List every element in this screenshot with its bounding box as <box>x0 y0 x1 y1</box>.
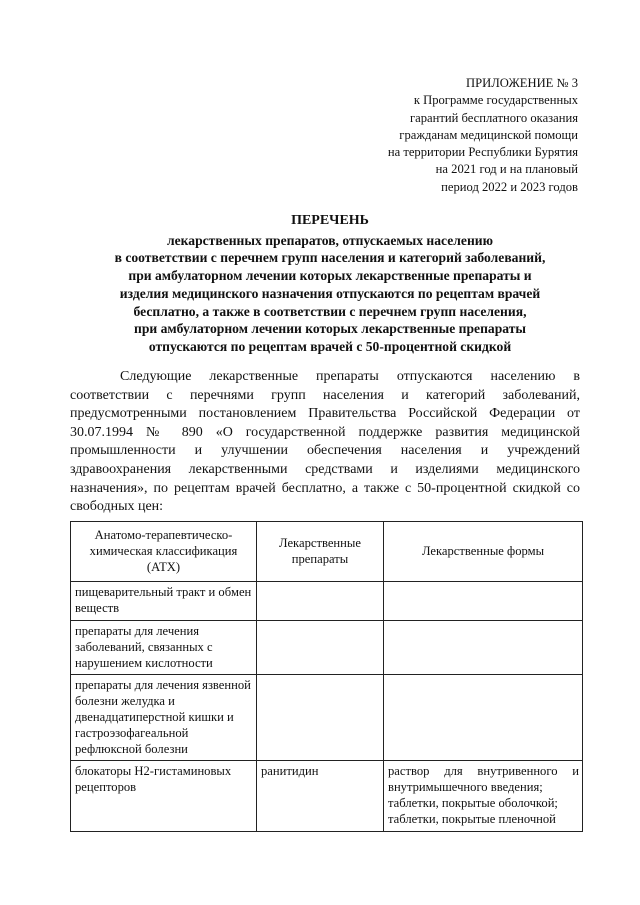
title-line: лекарственных препаратов, отпускаемых населению <box>167 232 493 248</box>
title-line: изделия медицинского назначения отпускаются по рецептам врачей <box>119 285 541 301</box>
intro-paragraph <box>70 368 580 517</box>
form-item: раствор для внутривенного и внутримышечного введения; <box>388 764 579 795</box>
appendix-line: на 2021 год и на плановый <box>435 162 578 177</box>
document-title <box>70 212 590 356</box>
cell-forms <box>384 675 583 761</box>
table-header-row <box>71 522 583 582</box>
cell-drug <box>257 620 384 674</box>
header-atx: Анатомо-терапевтическо-химическая классификация (АТХ) <box>71 522 257 582</box>
cell-forms <box>384 620 583 674</box>
cell-forms <box>384 582 583 621</box>
form-item: таблетки, покрытые пленочной <box>388 811 556 826</box>
cell-drug: ранитидин <box>257 761 384 831</box>
cell-forms <box>384 761 583 831</box>
title-line: при амбулаторном лечении которых лекарственные препараты <box>133 321 526 337</box>
table-row <box>71 761 583 831</box>
intro-text: Следующие лекарственные препараты отпускаются населению в соответствии с перечнями групп населения и категорий заболеваний, предусмотренными постановлением Правительства Российской Федерации от 30.07.1994 № 890 «О государственной поддержке развития медицинской промышленности и улучшении обеспечения населения и учреждений здравоохранения лекарственными средствами и изделиями медицинского назначения», по рецептам врачей бесплатно, а также с 50-процентной скидкой со свободных цен: <box>70 369 580 515</box>
cell-atx: пищеварительный тракт и обмен веществ <box>71 582 257 621</box>
cell-atx: препараты для лечения заболеваний, связанных с нарушением кислотности <box>71 620 257 674</box>
table-row <box>71 582 583 621</box>
table-row <box>71 620 583 674</box>
table-row <box>71 675 583 761</box>
cell-atx: препараты для лечения язвенной болезни желудка и двенадцатиперстной кишки и гастроэзофагеальной рефлюксной болезни <box>71 675 257 761</box>
title-line: отпускаются по рецептам врачей с 50-процентной скидкой <box>148 338 512 354</box>
cell-drug <box>257 675 384 761</box>
header-drugs: Лекарственные препараты <box>257 522 384 582</box>
appendix-line: период 2022 и 2023 годов <box>441 179 578 194</box>
header-forms: Лекарственные формы <box>384 522 583 582</box>
appendix-line: ПРИЛОЖЕНИЕ № 3 <box>466 76 578 90</box>
title-line: при амбулаторном лечении которых лекарственные препараты и <box>128 268 532 284</box>
cell-drug <box>257 582 384 621</box>
appendix-line: гражданам медицинской помощи <box>399 127 578 142</box>
title-line: в соответствии с перечнем групп населения и категорий заболеваний, <box>114 250 546 266</box>
appendix-line: гарантий бесплатного оказания <box>409 110 578 125</box>
appendix-header <box>278 75 578 196</box>
title-line: бесплатно, а также в соответствии с перечнем групп населения, <box>133 303 527 319</box>
title-main: ПЕРЕЧЕНЬ <box>291 213 369 228</box>
cell-atx: блокаторы H2-гистаминовых рецепторов <box>71 761 257 831</box>
form-item: таблетки, покрытые оболочкой; <box>388 795 558 810</box>
appendix-line: на территории Республики Бурятия <box>387 145 578 160</box>
appendix-line: к Программе государственных <box>413 93 578 108</box>
drug-table <box>70 521 583 832</box>
